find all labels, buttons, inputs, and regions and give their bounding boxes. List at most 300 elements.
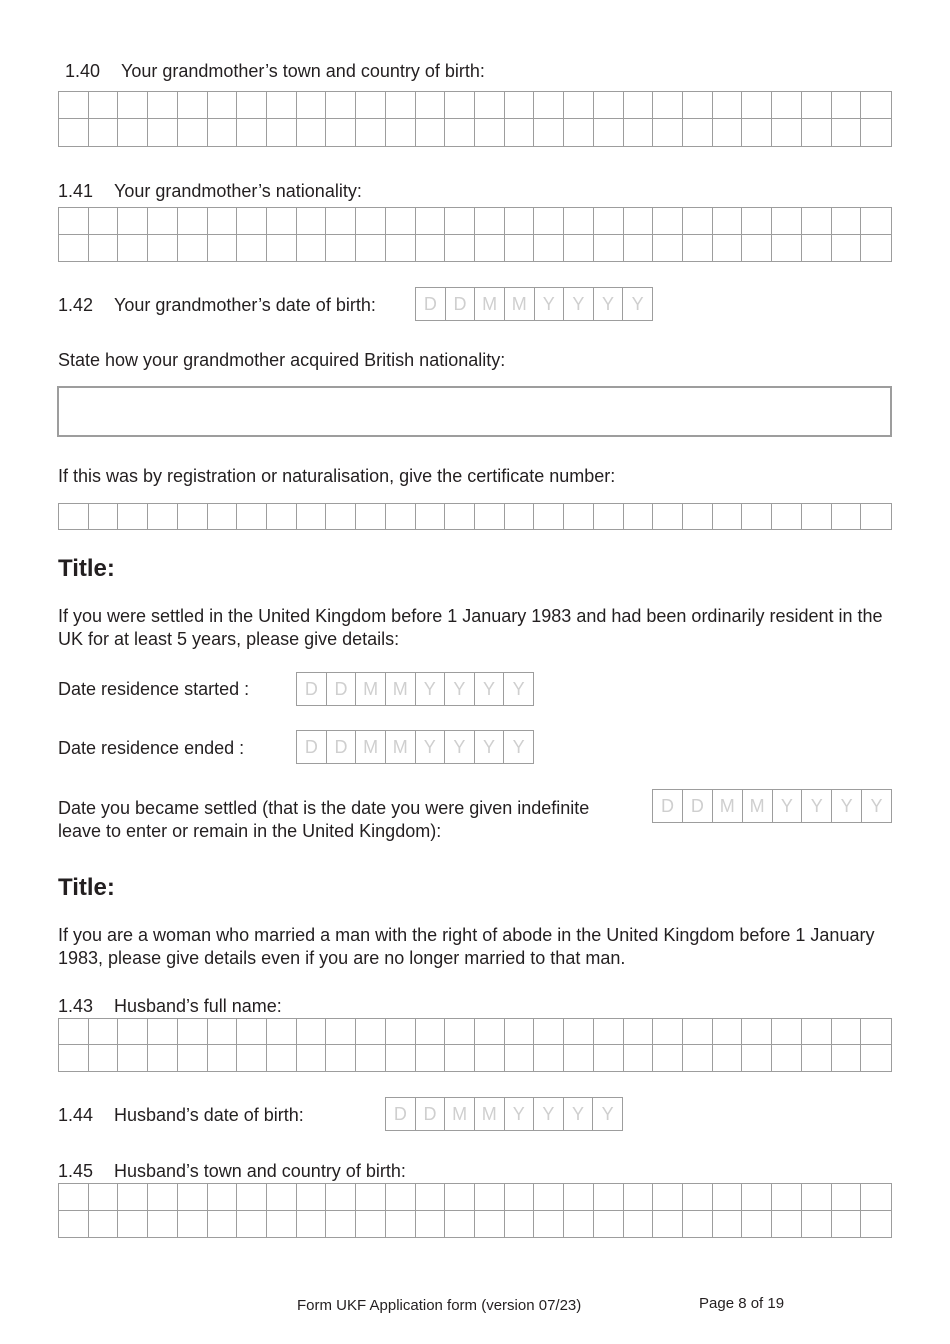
- character-box[interactable]: [445, 235, 475, 262]
- character-box[interactable]: [356, 119, 386, 146]
- character-box[interactable]: [178, 92, 208, 119]
- date-digit-box[interactable]: Y: [475, 731, 505, 763]
- character-box[interactable]: [178, 1019, 208, 1045]
- character-box[interactable]: [118, 1211, 148, 1238]
- character-box[interactable]: [832, 235, 862, 262]
- character-box[interactable]: [505, 504, 535, 529]
- certificate-number-grid[interactable]: [58, 503, 892, 530]
- character-box[interactable]: [386, 92, 416, 119]
- date-digit-box[interactable]: Y: [475, 673, 505, 705]
- character-box[interactable]: [386, 504, 416, 529]
- character-box[interactable]: [148, 92, 178, 119]
- character-box[interactable]: [386, 208, 416, 235]
- character-box[interactable]: [326, 1184, 356, 1211]
- date-digit-box[interactable]: M: [445, 1098, 475, 1130]
- character-box[interactable]: [653, 235, 683, 262]
- character-box[interactable]: [178, 208, 208, 235]
- character-box[interactable]: [772, 119, 802, 146]
- character-box[interactable]: [564, 504, 594, 529]
- character-box[interactable]: [802, 119, 832, 146]
- character-box[interactable]: [564, 208, 594, 235]
- character-box[interactable]: [237, 1211, 267, 1238]
- character-box[interactable]: [742, 208, 772, 235]
- date-digit-box[interactable]: D: [297, 673, 327, 705]
- date-digit-box[interactable]: Y: [445, 673, 475, 705]
- character-box[interactable]: [564, 235, 594, 262]
- character-box[interactable]: [802, 92, 832, 119]
- character-box[interactable]: [445, 1045, 475, 1071]
- character-box[interactable]: [267, 504, 297, 529]
- character-box[interactable]: [237, 119, 267, 146]
- character-box[interactable]: [148, 119, 178, 146]
- character-box[interactable]: [356, 208, 386, 235]
- character-box[interactable]: [445, 1019, 475, 1045]
- character-box[interactable]: [267, 1045, 297, 1071]
- date-digit-box[interactable]: D: [446, 288, 476, 320]
- character-box[interactable]: [59, 208, 89, 235]
- character-box[interactable]: [742, 1184, 772, 1211]
- date-digit-box[interactable]: M: [386, 731, 416, 763]
- character-box[interactable]: [416, 92, 446, 119]
- character-box[interactable]: [445, 1211, 475, 1238]
- character-box[interactable]: [534, 1045, 564, 1071]
- character-box[interactable]: [445, 119, 475, 146]
- character-box[interactable]: [802, 235, 832, 262]
- character-box[interactable]: [386, 1019, 416, 1045]
- character-box[interactable]: [89, 1184, 119, 1211]
- character-box[interactable]: [713, 208, 743, 235]
- character-box[interactable]: [653, 1019, 683, 1045]
- character-box[interactable]: [237, 92, 267, 119]
- character-box[interactable]: [59, 1211, 89, 1238]
- character-box[interactable]: [683, 119, 713, 146]
- date-digit-box[interactable]: M: [505, 288, 535, 320]
- date-digit-box[interactable]: M: [713, 790, 743, 822]
- character-box[interactable]: [534, 1019, 564, 1045]
- character-box[interactable]: [416, 1211, 446, 1238]
- character-box[interactable]: [475, 208, 505, 235]
- character-box[interactable]: [208, 92, 238, 119]
- character-box[interactable]: [475, 92, 505, 119]
- character-box[interactable]: [832, 119, 862, 146]
- acquired-text-field[interactable]: [57, 386, 892, 437]
- character-box[interactable]: [237, 235, 267, 262]
- character-box[interactable]: [208, 1211, 238, 1238]
- character-box[interactable]: [832, 1211, 862, 1238]
- character-box[interactable]: [297, 92, 327, 119]
- character-box[interactable]: [861, 208, 891, 235]
- character-box[interactable]: [594, 504, 624, 529]
- character-box[interactable]: [59, 504, 89, 529]
- character-box[interactable]: [772, 92, 802, 119]
- character-box[interactable]: [89, 92, 119, 119]
- character-box[interactable]: [534, 504, 564, 529]
- character-box[interactable]: [861, 1211, 891, 1238]
- character-box[interactable]: [386, 1045, 416, 1071]
- character-box[interactable]: [297, 119, 327, 146]
- character-box[interactable]: [534, 92, 564, 119]
- character-box[interactable]: [802, 1045, 832, 1071]
- character-box[interactable]: [326, 208, 356, 235]
- character-box[interactable]: [772, 1019, 802, 1045]
- character-box[interactable]: [356, 1045, 386, 1071]
- character-box[interactable]: [505, 119, 535, 146]
- character-box[interactable]: [861, 1184, 891, 1211]
- character-box[interactable]: [178, 119, 208, 146]
- character-box[interactable]: [89, 1045, 119, 1071]
- character-box[interactable]: [713, 1184, 743, 1211]
- character-box[interactable]: [475, 119, 505, 146]
- date-digit-box[interactable]: Y: [802, 790, 832, 822]
- character-box[interactable]: [861, 119, 891, 146]
- character-box[interactable]: [356, 92, 386, 119]
- character-box[interactable]: [505, 1019, 535, 1045]
- character-box[interactable]: [148, 504, 178, 529]
- character-box[interactable]: [713, 119, 743, 146]
- character-box[interactable]: [416, 504, 446, 529]
- character-box[interactable]: [59, 1045, 89, 1071]
- character-box[interactable]: [505, 92, 535, 119]
- character-box[interactable]: [772, 1045, 802, 1071]
- character-box[interactable]: [356, 1184, 386, 1211]
- date-digit-box[interactable]: Y: [535, 288, 565, 320]
- character-box[interactable]: [624, 1211, 654, 1238]
- character-box[interactable]: [178, 1211, 208, 1238]
- character-box[interactable]: [208, 1045, 238, 1071]
- character-box[interactable]: [861, 235, 891, 262]
- character-box[interactable]: [802, 504, 832, 529]
- character-box[interactable]: [178, 1184, 208, 1211]
- character-box[interactable]: [208, 1019, 238, 1045]
- character-box[interactable]: [594, 1019, 624, 1045]
- character-box[interactable]: [386, 1211, 416, 1238]
- date-digit-box[interactable]: M: [356, 673, 386, 705]
- character-box[interactable]: [208, 235, 238, 262]
- character-box[interactable]: [683, 208, 713, 235]
- date-digit-box[interactable]: Y: [416, 673, 446, 705]
- character-box[interactable]: [416, 1184, 446, 1211]
- date-digit-box[interactable]: M: [386, 673, 416, 705]
- residence-ended-input[interactable]: [296, 730, 534, 764]
- character-box[interactable]: [297, 1019, 327, 1045]
- date-digit-box[interactable]: M: [475, 288, 505, 320]
- date-digit-box[interactable]: D: [386, 1098, 416, 1130]
- date-settled-input[interactable]: [652, 789, 892, 823]
- character-box[interactable]: [772, 1211, 802, 1238]
- character-box[interactable]: [683, 1045, 713, 1071]
- character-box[interactable]: [594, 208, 624, 235]
- character-box[interactable]: [59, 119, 89, 146]
- character-box[interactable]: [505, 1045, 535, 1071]
- character-box[interactable]: [772, 1184, 802, 1211]
- character-box[interactable]: [89, 1211, 119, 1238]
- character-box[interactable]: [237, 1184, 267, 1211]
- character-box[interactable]: [237, 1019, 267, 1045]
- character-box[interactable]: [208, 1184, 238, 1211]
- character-box[interactable]: [653, 119, 683, 146]
- character-box[interactable]: [445, 208, 475, 235]
- character-box[interactable]: [624, 1184, 654, 1211]
- character-box[interactable]: [326, 1211, 356, 1238]
- character-box[interactable]: [653, 92, 683, 119]
- character-box[interactable]: [475, 1211, 505, 1238]
- date-digit-box[interactable]: Y: [631, 294, 644, 314]
- character-box[interactable]: [564, 1019, 594, 1045]
- character-box[interactable]: [297, 208, 327, 235]
- character-box[interactable]: [624, 1019, 654, 1045]
- character-box[interactable]: [802, 208, 832, 235]
- character-box[interactable]: [742, 504, 772, 529]
- character-box[interactable]: [267, 1184, 297, 1211]
- husband-birthplace-grid[interactable]: [58, 1183, 892, 1238]
- character-box[interactable]: [59, 1019, 89, 1045]
- character-box[interactable]: [832, 1184, 862, 1211]
- date-digit-box[interactable]: Y: [601, 1104, 614, 1124]
- character-box[interactable]: [326, 92, 356, 119]
- character-box[interactable]: [118, 235, 148, 262]
- date-digit-box[interactable]: M: [743, 790, 773, 822]
- character-box[interactable]: [624, 1045, 654, 1071]
- character-box[interactable]: [683, 1211, 713, 1238]
- character-box[interactable]: [416, 1019, 446, 1045]
- character-box[interactable]: [772, 235, 802, 262]
- husband-dob-input[interactable]: [385, 1097, 623, 1131]
- character-box[interactable]: [683, 1019, 713, 1045]
- character-box[interactable]: [742, 92, 772, 119]
- character-box[interactable]: [89, 1019, 119, 1045]
- date-digit-box[interactable]: D: [297, 731, 327, 763]
- residence-started-input[interactable]: [296, 672, 534, 706]
- character-box[interactable]: [386, 119, 416, 146]
- date-digit-box[interactable]: D: [653, 790, 683, 822]
- character-box[interactable]: [326, 504, 356, 529]
- character-box[interactable]: [237, 208, 267, 235]
- character-box[interactable]: [564, 1184, 594, 1211]
- character-box[interactable]: [653, 1184, 683, 1211]
- character-box[interactable]: [267, 1211, 297, 1238]
- character-box[interactable]: [713, 1211, 743, 1238]
- character-box[interactable]: [326, 1045, 356, 1071]
- character-box[interactable]: [118, 504, 148, 529]
- character-box[interactable]: [118, 1045, 148, 1071]
- character-box[interactable]: [594, 92, 624, 119]
- character-box[interactable]: [148, 1211, 178, 1238]
- character-box[interactable]: [832, 504, 862, 529]
- date-digit-box[interactable]: Y: [773, 790, 803, 822]
- character-box[interactable]: [624, 119, 654, 146]
- character-box[interactable]: [534, 208, 564, 235]
- date-digit-box[interactable]: Y: [594, 288, 624, 320]
- character-box[interactable]: [89, 208, 119, 235]
- character-box[interactable]: [564, 1211, 594, 1238]
- date-digit-box[interactable]: Y: [512, 679, 525, 699]
- character-box[interactable]: [59, 92, 89, 119]
- character-box[interactable]: [297, 1211, 327, 1238]
- character-box[interactable]: [683, 1184, 713, 1211]
- character-box[interactable]: [683, 92, 713, 119]
- character-box[interactable]: [148, 1045, 178, 1071]
- character-box[interactable]: [683, 504, 713, 529]
- character-box[interactable]: [118, 208, 148, 235]
- date-digit-box[interactable]: Y: [534, 1098, 564, 1130]
- character-box[interactable]: [475, 1045, 505, 1071]
- character-box[interactable]: [326, 1019, 356, 1045]
- character-box[interactable]: [178, 235, 208, 262]
- q140-input-grid[interactable]: [58, 91, 892, 147]
- character-box[interactable]: [742, 1211, 772, 1238]
- character-box[interactable]: [237, 504, 267, 529]
- character-box[interactable]: [802, 1019, 832, 1045]
- character-box[interactable]: [267, 208, 297, 235]
- character-box[interactable]: [713, 92, 743, 119]
- character-box[interactable]: [594, 1211, 624, 1238]
- character-box[interactable]: [534, 119, 564, 146]
- character-box[interactable]: [624, 504, 654, 529]
- character-box[interactable]: [148, 208, 178, 235]
- character-box[interactable]: [237, 1045, 267, 1071]
- character-box[interactable]: [208, 208, 238, 235]
- character-box[interactable]: [356, 235, 386, 262]
- character-box[interactable]: [624, 208, 654, 235]
- character-box[interactable]: [89, 235, 119, 262]
- character-box[interactable]: [742, 1019, 772, 1045]
- character-box[interactable]: [267, 1019, 297, 1045]
- character-box[interactable]: [564, 119, 594, 146]
- character-box[interactable]: [118, 119, 148, 146]
- character-box[interactable]: [832, 208, 862, 235]
- character-box[interactable]: [326, 119, 356, 146]
- character-box[interactable]: [416, 208, 446, 235]
- character-box[interactable]: [118, 1184, 148, 1211]
- character-box[interactable]: [118, 92, 148, 119]
- husband-name-grid[interactable]: [58, 1018, 892, 1072]
- character-box[interactable]: [594, 119, 624, 146]
- character-box[interactable]: [832, 92, 862, 119]
- character-box[interactable]: [534, 235, 564, 262]
- character-box[interactable]: [297, 504, 327, 529]
- character-box[interactable]: [148, 1019, 178, 1045]
- character-box[interactable]: [861, 92, 891, 119]
- character-box[interactable]: [445, 92, 475, 119]
- character-box[interactable]: [624, 235, 654, 262]
- date-digit-box[interactable]: D: [416, 1098, 446, 1130]
- character-box[interactable]: [386, 1184, 416, 1211]
- date-digit-box[interactable]: Y: [870, 796, 883, 816]
- date-digit-box[interactable]: D: [327, 673, 357, 705]
- character-box[interactable]: [653, 504, 683, 529]
- character-box[interactable]: [356, 1019, 386, 1045]
- character-box[interactable]: [326, 235, 356, 262]
- character-box[interactable]: [59, 235, 89, 262]
- character-box[interactable]: [742, 235, 772, 262]
- character-box[interactable]: [505, 235, 535, 262]
- character-box[interactable]: [713, 1045, 743, 1071]
- character-box[interactable]: [564, 1045, 594, 1071]
- character-box[interactable]: [89, 119, 119, 146]
- character-box[interactable]: [118, 1019, 148, 1045]
- character-box[interactable]: [445, 504, 475, 529]
- character-box[interactable]: [89, 504, 119, 529]
- date-digit-box[interactable]: D: [416, 288, 446, 320]
- character-box[interactable]: [742, 119, 772, 146]
- character-box[interactable]: [148, 235, 178, 262]
- character-box[interactable]: [416, 1045, 446, 1071]
- character-box[interactable]: [505, 1184, 535, 1211]
- character-box[interactable]: [832, 1019, 862, 1045]
- character-box[interactable]: [59, 1184, 89, 1211]
- character-box[interactable]: [208, 504, 238, 529]
- character-box[interactable]: [832, 1045, 862, 1071]
- character-box[interactable]: [297, 235, 327, 262]
- date-digit-box[interactable]: M: [356, 731, 386, 763]
- character-box[interactable]: [416, 119, 446, 146]
- date-digit-box[interactable]: Y: [832, 790, 862, 822]
- character-box[interactable]: [148, 1184, 178, 1211]
- character-box[interactable]: [861, 1045, 891, 1071]
- character-box[interactable]: [594, 1045, 624, 1071]
- character-box[interactable]: [653, 1211, 683, 1238]
- character-box[interactable]: [653, 208, 683, 235]
- character-box[interactable]: [267, 92, 297, 119]
- character-box[interactable]: [534, 1184, 564, 1211]
- character-box[interactable]: [208, 119, 238, 146]
- character-box[interactable]: [445, 1184, 475, 1211]
- date-digit-box[interactable]: Y: [564, 1098, 594, 1130]
- character-box[interactable]: [624, 92, 654, 119]
- character-box[interactable]: [356, 1211, 386, 1238]
- grandmother-dob-input[interactable]: [415, 287, 653, 321]
- character-box[interactable]: [594, 1184, 624, 1211]
- character-box[interactable]: [742, 1045, 772, 1071]
- date-digit-box[interactable]: D: [683, 790, 713, 822]
- character-box[interactable]: [386, 235, 416, 262]
- character-box[interactable]: [802, 1211, 832, 1238]
- character-box[interactable]: [178, 504, 208, 529]
- date-digit-box[interactable]: Y: [564, 288, 594, 320]
- date-digit-box[interactable]: M: [475, 1098, 505, 1130]
- character-box[interactable]: [505, 208, 535, 235]
- character-box[interactable]: [713, 1019, 743, 1045]
- character-box[interactable]: [564, 92, 594, 119]
- date-digit-box[interactable]: D: [327, 731, 357, 763]
- character-box[interactable]: [772, 504, 802, 529]
- character-box[interactable]: [861, 1019, 891, 1045]
- character-box[interactable]: [505, 1211, 535, 1238]
- date-digit-box[interactable]: Y: [416, 731, 446, 763]
- character-box[interactable]: [802, 1184, 832, 1211]
- q141-input-grid[interactable]: [58, 207, 892, 262]
- date-digit-box[interactable]: Y: [445, 731, 475, 763]
- character-box[interactable]: [683, 235, 713, 262]
- character-box[interactable]: [297, 1045, 327, 1071]
- date-digit-box[interactable]: Y: [512, 737, 525, 757]
- character-box[interactable]: [534, 1211, 564, 1238]
- character-box[interactable]: [416, 235, 446, 262]
- character-box[interactable]: [713, 235, 743, 262]
- character-box[interactable]: [178, 1045, 208, 1071]
- date-digit-box[interactable]: Y: [505, 1098, 535, 1130]
- character-box[interactable]: [475, 1184, 505, 1211]
- character-box[interactable]: [356, 504, 386, 529]
- character-box[interactable]: [475, 504, 505, 529]
- character-box[interactable]: [267, 119, 297, 146]
- character-box[interactable]: [297, 1184, 327, 1211]
- character-box[interactable]: [713, 504, 743, 529]
- character-box[interactable]: [475, 235, 505, 262]
- character-box[interactable]: [475, 1019, 505, 1045]
- character-box[interactable]: [594, 235, 624, 262]
- character-box[interactable]: [653, 1045, 683, 1071]
